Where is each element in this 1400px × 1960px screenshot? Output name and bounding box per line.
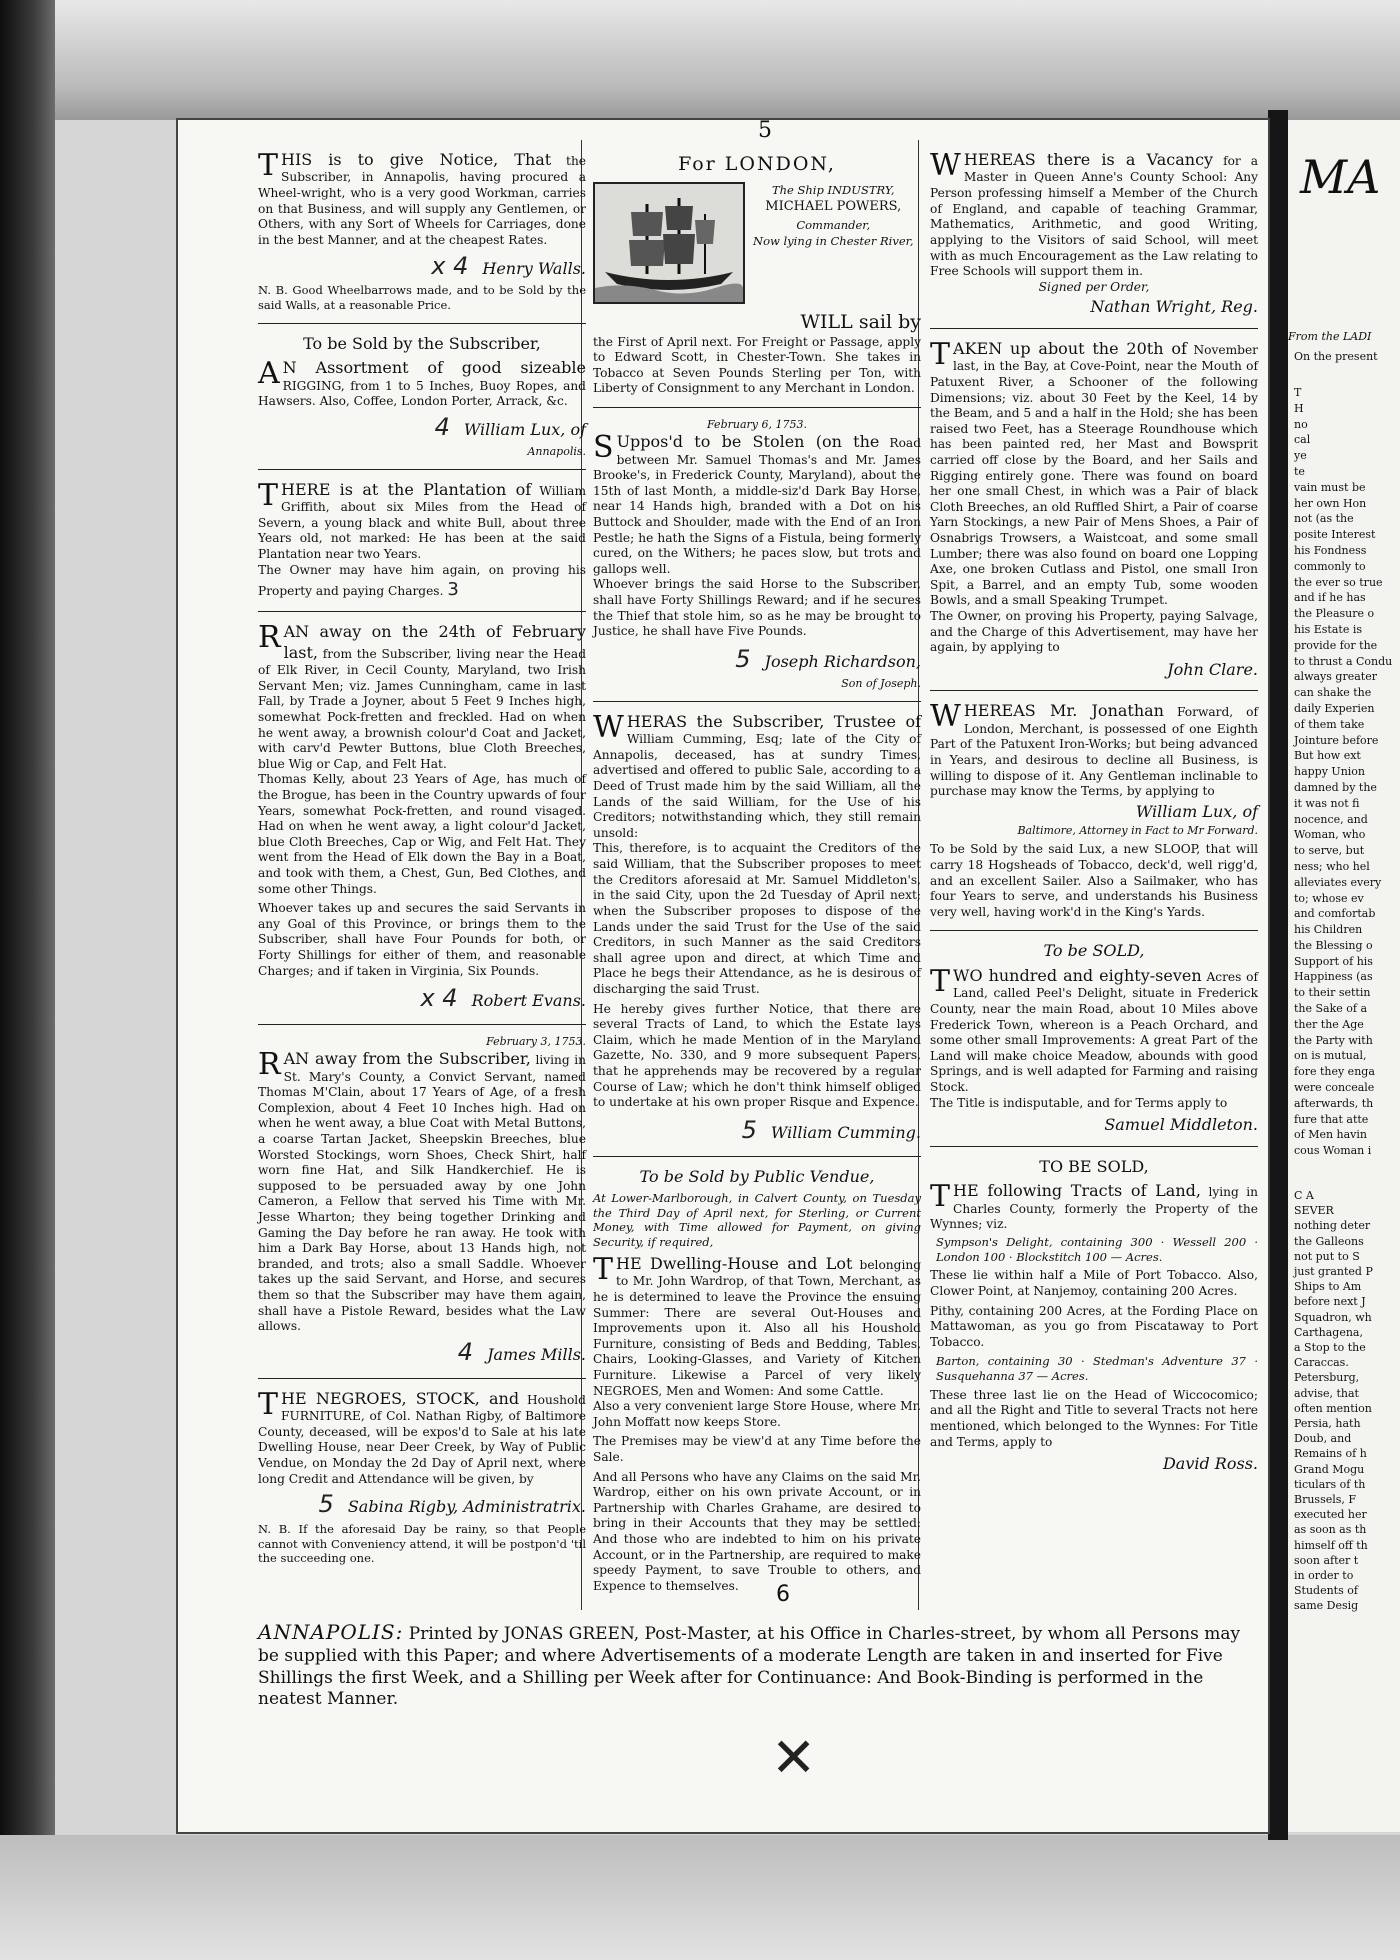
ad-date: February 3, 1753.: [486, 1035, 586, 1049]
divider: [930, 328, 1258, 329]
ad-signature: Joseph Richardson,: [764, 651, 921, 671]
text-fragment: were conceale: [1294, 1081, 1375, 1095]
column-2: [593, 150, 921, 1605]
ad-signature: William Cumming.: [770, 1122, 921, 1142]
ad-signature: William Lux, of: [463, 419, 586, 439]
divider: [258, 1378, 586, 1379]
ad-griffith-bull: [258, 477, 587, 602]
text-fragment: T: [1294, 386, 1302, 399]
divider: [258, 611, 586, 612]
ad-body: Road between Mr. Samuel Thomas's and Mr. James Brooke's, in Frederick County, Maryland), about the 15th of last Month, a middle-siz'd Dark Bay Horse, near 14 Hands high, branded with a Dot on his Buttock and Shoulder, made with the End of an Iron Pestle; he hath the Signs of a Fistula, being formerly cured, on the Withers; he paces slow, but trots and gallops well.: [593, 436, 922, 576]
drop-cap: T: [593, 1251, 614, 1287]
text-fragment: the Pleasure o: [1294, 607, 1375, 621]
text-fragment: his Fondness: [1294, 543, 1367, 557]
drop-cap: R: [258, 1047, 281, 1083]
drop-cap: T: [930, 1179, 951, 1215]
imprint-text: Printed by JONAS GREEN, Post-Master, at his Office in Charles-street, by whom all Persons may be supplied with this Paper; and where Advertisements of a moderate Length are taken in and inserted for Five Shillings the first Week, and a Shilling per Week after for Continuance: And Book-Binding is performed in the neatest Manner.: [258, 1624, 1241, 1710]
ad-body: living in St. Mary's County, a Convict Servant, named Thomas M'Clain, about 17 Years of Age, of a fresh Complexion, about 4 Feet 10 Inches high. Had on when he went away, a blue Coat with Metal Buttons, a coarse Tartan Jacket, Sheepskin Breeches, blue Worsted Stockings, worn Shoes, Check Shirt, half worn fine Hat, and Silk Handkerchief. He is supposed to be persuaded away by one John Cameron, a Fellow that served his Time with Mr. Jesse Wharton; they being together Drinking and Gaming the Day before he ran away. He took with him a Dark Bay Horse, about 13 Hands high, not branded, and trots; also a small Saddle. Whoever takes up the said Servant, and Horse, and secures them so that the Subscriber may have them again, shall have a Pistole Reward, besides what the Law allows.: [258, 1053, 587, 1334]
ad-title: To be Sold by Public Vendue,: [639, 1166, 875, 1186]
handwritten-mark: 5: [741, 1115, 757, 1144]
text-fragment: Ships to Am: [1294, 1280, 1362, 1294]
divider: [930, 690, 1258, 691]
text-fragment: of Men havin: [1294, 1128, 1368, 1142]
text-fragment: Grand Mogu: [1294, 1462, 1365, 1476]
ad-body: The Owner, on proving his Property, paying Salvage, and the Charge of this Advertisement, may have her again, by applying to: [930, 609, 1258, 655]
text-fragment: Woman, who: [1294, 828, 1366, 842]
ad-nathan-wright: [930, 150, 1258, 318]
ad-john-wardrop: [593, 1167, 921, 1595]
ad-body: Also a very convenient large Store House, where Mr. John Moffatt now keeps Store.: [593, 1399, 921, 1429]
drop-cap: W: [930, 148, 961, 183]
text-fragment: ness; who hel: [1294, 859, 1370, 873]
drop-cap: A: [258, 356, 280, 392]
ad-sabina-rigby: [258, 1386, 586, 1566]
text-fragment: nocence, and: [1294, 812, 1368, 826]
divider: [593, 1156, 921, 1157]
text-fragment: just granted P: [1294, 1265, 1373, 1279]
handwritten-mark: 3: [447, 579, 459, 601]
text-fragment: it was not fi: [1294, 796, 1360, 810]
text-fragment: his Estate is: [1294, 622, 1362, 636]
text-fragment: as soon as th: [1294, 1523, 1367, 1537]
text-fragment: and comfortab: [1294, 907, 1376, 921]
ad-body: To be Sold by the said Lux, a new SLOOP, that will carry 18 Hogsheads of Tobacco, deck'd, well rigg'd, and an excellent Sailer. Also a Sailmaker, who has four Years to serve, and understands his Business very well, having work'd in the King's Yards.: [930, 842, 1258, 919]
ad-lead: HE NEGROES, STOCK, and: [281, 1388, 520, 1408]
ad-note: N. B. If the aforesaid Day be rainy, so that People cannot with Conveniency attend, it will be postpon'd 'til the succeeding one.: [258, 1521, 586, 1566]
ad-lead: HERAS the Subscriber, Trustee of: [626, 711, 921, 731]
text-fragment: SEVER: [1294, 1204, 1334, 1218]
ad-for-london: [593, 152, 921, 397]
text-fragment: on is mutual,: [1294, 1049, 1367, 1063]
ad-lead: HERE is at the Plantation of: [281, 479, 532, 499]
next-page-fragment: [1288, 120, 1400, 1832]
text-fragment: But how ext: [1294, 749, 1361, 763]
divider: [930, 930, 1258, 931]
ad-lead: HIS is to give Notice, That: [281, 150, 552, 169]
imprint-footer: [258, 1620, 1258, 1711]
text-fragment: advise, that: [1294, 1386, 1359, 1400]
ad-lead: HE following Tracts of Land,: [953, 1181, 1201, 1201]
ad-body: for a Master in Queen Anne's County School: Any Person professing himself a Member of the Church of England, and capable of teaching Grammar, Mathematics, Arithmetic, and good Writing, applying to the Visitors of said School, will meet with as much Encouragement as the Law relating to Free Schools will support them in.: [930, 154, 1258, 279]
ad-lead: HEREAS there is a Vacancy: [963, 150, 1214, 169]
text-fragment: alleviates every: [1294, 875, 1382, 889]
ad-body: The Premises may be view'd at any Time before the Sale.: [593, 1434, 921, 1465]
text-fragment: Support of his: [1294, 954, 1373, 968]
ad-lead: AN away from the Subscriber,: [283, 1049, 531, 1069]
text-fragment: ye: [1294, 449, 1307, 463]
ship-icon: [595, 184, 743, 302]
ad-body: William Griffith, about six Miles from the Head of Severn, a young black and white Bull, about three Years old, not marked: He has been at the said Plantation near two Years.: [258, 483, 587, 561]
ad-title: To be SOLD,: [1043, 941, 1145, 961]
text-fragment: fure that atte: [1294, 1112, 1369, 1126]
ad-body: William Cumming, Esq; late of the City of Annapolis, deceased, has at sundry Times, advertised and offered to public Sale, according to a Deed of Trust made him by the said William, all the Lands of the said William, for the Use of his Creditors; notwithstanding which, they still remain unsold:: [593, 732, 921, 840]
tract-list: Sympson's Delight, containing 300 · Wessell 200 · London 100 · Blockstitch 100 — Acres.: [936, 1234, 1258, 1264]
text-fragment: fore they enga: [1294, 1065, 1375, 1079]
text-fragment: himself off th: [1294, 1538, 1368, 1552]
ad-body: These lie within half a Mile of Port Tobacco. Also, Clower Point, at Nanjemoy, containing 200 Acres.: [930, 1268, 1258, 1298]
ad-body: These three last lie on the Head of Wiccocomico; and all the Right and Title to several Tracts not here mentioned, which belonged to the Wynnes: For Title and Terms, apply to: [930, 1387, 1258, 1449]
text-fragments-column: [1294, 385, 1392, 1159]
ad-body: Thomas Kelly, about 23 Years of Age, has much of the Brogue, has been in the Country upwards of four Years, somewhat Pock-fretten, and round visaged. Had on when he went away, a light colour'd Jacket, blue Cloth Breeches, Cap or Wig, and Felt Hat. They went from the Head of Elk down the Bay in a Boat, and took with them, a Chest, Gun, Bed Clothes, and some other Things.: [258, 772, 586, 896]
text-fragment: his Children: [1294, 923, 1363, 937]
drop-cap: T: [258, 477, 279, 513]
ad-place: Annapolis.: [527, 444, 586, 458]
text-fragment: in order to: [1294, 1569, 1354, 1583]
text-fragment: the Sake of a: [1294, 1002, 1368, 1016]
ship-name: The Ship INDUSTRY,: [771, 183, 895, 198]
ad-body: Houshold FURNITURE, of Col. Nathan Rigby, of Baltimore County, deceased, will be expos'd to Sale at his late Dwelling House, near Deer Creek, by Way of Public Vendue, on Monday the 2d Day of April next, where long Credit and Attendance will be given, by: [258, 1392, 586, 1486]
ad-lead: N Assortment of good sizeable: [282, 358, 586, 378]
text-fragment: Squadron, wh: [1294, 1310, 1372, 1324]
drop-cap: R: [258, 620, 281, 656]
ad-lead: HE Dwelling-House and Lot: [616, 1253, 853, 1273]
handwritten-mark: 5: [318, 1490, 334, 1519]
text-fragment: damned by the: [1294, 780, 1377, 794]
imprint-place: ANNAPOLIS:: [258, 1620, 404, 1644]
ad-body: Forward, of London, Merchant, is possessed of one Eighth Part of the Patuxent Iron-Works; but being advanced in Years, and desirous to decline all Business, is willing to dispose of it. Any Gentleman inclinable to purchase may know the Terms, by applying to: [930, 705, 1259, 799]
drop-cap: T: [930, 963, 951, 999]
ad-intro: At Lower-Marlborough, in Calvert County, on Tuesday the Third Day of April next, for Sterling, or Current Money, with Time allowed for Payment, on giving Security, if required,: [593, 1191, 921, 1250]
ad-body: belonging to Mr. John Wardrop, of that Town, Merchant, as he is determined to leave the Province the ensuing Summer: There are several Out-Houses and Improvements upon it. Also all his Houshold Furniture, consisting of Beds and Bedding, Tables, Chairs, Looking-Glasses, and Variety of Kitchen Furniture. Likewise a Parcel of very likely NEGROES, Men and Women: And some Cattle.: [593, 1257, 921, 1398]
ship-woodcut-image: [593, 182, 745, 304]
ad-body: the Subscriber, in Annapolis, having procured a Wheel-wright, who is a very good Workman, carries on that Business, and will supply any Gentlemen, or Others, with any Sort of Wheels for Carriages, done in the best Manner, and at the cheapest Rates.: [258, 154, 587, 247]
ad-signature: Henry Walls.: [482, 258, 586, 278]
drop-cap: W: [930, 699, 961, 735]
drop-cap: S: [593, 430, 614, 466]
ad-signature: Sabina Rigby, Administratrix.: [347, 1497, 586, 1517]
ad-title: TO BE SOLD,: [1039, 1156, 1149, 1176]
ad-body: from the Subscriber, living near the Head of Elk River, in Cecil County, Maryland, two Irish Servant Men; viz. James Cunningham, came in last Fall, by Trade a Joyner, about 5 Feet 9 Inches high, somewhat Pock-fretten and freckled. Had on when he went away, a brownish colour'd Coat and Jacket, with carv'd Pewter Buttons, blue Cloth Breeches, blue Wig or Cap, and Felt Hat.: [258, 646, 587, 771]
ad-body: The Owner may have him again, on proving his Property and paying Charges.: [258, 562, 586, 599]
ad-james-mills: [258, 1035, 586, 1368]
column-1: [258, 150, 586, 1576]
ad-body: the First of April next. For Freight or Passage, apply to Edward Scott, in Chester-Town. She takes in Tobacco at Seven Pounds Sterling per Ton, with Liberty of Consignment to any Merchant in London.: [593, 334, 921, 396]
text-fragment: H: [1294, 401, 1304, 415]
ad-note: N. B. Good Wheelbarrows made, and to be Sold by the said Walls, at a reasonable Price.: [258, 283, 586, 312]
text-fragment: cal: [1294, 433, 1311, 447]
ad-samuel-middleton: [930, 941, 1258, 1135]
text-fragment: of them take: [1294, 717, 1365, 731]
handwritten-mark: x 4: [431, 251, 469, 280]
ad-robert-evans: [258, 622, 586, 1014]
ad-william-cumming: [593, 709, 921, 1146]
text-fragment: always greater: [1294, 670, 1377, 684]
ad-david-ross: [930, 1157, 1258, 1475]
drop-cap: W: [593, 709, 624, 745]
text-fragment: From the LADI: [1288, 330, 1372, 343]
ad-body: And all Persons who have any Claims on the said Mr. Wardrop, either on his own private Account, or in Partnership with Charles Grahame, are desired to bring in their Accounts that they may be settled: And those who are indebted to him on his private Account, or in the Partnership, are required to make speedy Payment, to save Trouble to others, and Expence to themselves.: [593, 1469, 921, 1593]
ad-body: Pithy, containing 200 Acres, at the Fording Place on Mattawoman, as you go from Piscataway to Port Tobacco.: [930, 1303, 1258, 1349]
text-fragment: Persia, hath: [1294, 1417, 1361, 1431]
text-fragment: the Party with: [1294, 1033, 1373, 1047]
text-fragment: ther the Age: [1294, 1017, 1364, 1031]
text-fragment: nothing deter: [1294, 1219, 1371, 1233]
text-fragment: Jointure before: [1294, 733, 1379, 747]
ad-body: He hereby gives further Notice, that there are several Tracts of Land, to which the Estate lays Claim, which he made Mention of in the Maryland Gazette, No. 330, and 9 more subsequent Papers, that he apprehends may be recovered by a regular Course of Law; which he don't think himself obliged to undertake at his own proper Risque and Expence.: [593, 1001, 921, 1110]
ad-henry-walls: [258, 150, 586, 313]
text-fragment: happy Union: [1294, 765, 1366, 779]
handwritten-mark: x 4: [420, 984, 458, 1013]
ad-body: Whoever brings the said Horse to the Subscriber, shall have Forty Shillings Reward; and if he secures the Thief that stole him, so as he may be brought to Justice, he shall have Five Pounds.: [593, 577, 921, 639]
text-fragment: can shake the: [1294, 686, 1372, 700]
text-fragment: not (as the: [1294, 512, 1354, 526]
scan-top-shadow: [0, 0, 1400, 120]
ad-signature: James Mills.: [487, 1344, 586, 1364]
text-fragment: often mention: [1294, 1401, 1372, 1415]
ad-place: Baltimore, Attorney in Fact to Mr Forward.: [1017, 824, 1258, 838]
text-fragment: her own Hon: [1294, 496, 1367, 510]
text-fragment: before next J: [1294, 1295, 1366, 1309]
text-fragment: Carthagena,: [1294, 1325, 1363, 1339]
ad-signature: Nathan Wright, Reg.: [1090, 297, 1258, 317]
handwritten-mark: 5: [735, 644, 751, 673]
ship-location: Now lying in Chester River,: [753, 233, 914, 248]
text-fragment: Doub, and: [1294, 1432, 1352, 1446]
text-fragment: same Desig: [1294, 1599, 1359, 1613]
scan-bottom-area: [0, 1835, 1400, 1960]
masthead-fragment: MA: [1300, 150, 1381, 204]
text-fragment: cous Woman i: [1294, 1144, 1372, 1158]
divider: [258, 469, 586, 470]
text-fragment: the Galleons: [1294, 1234, 1364, 1248]
ad-signature: Samuel Middleton.: [1104, 1115, 1258, 1135]
text-fragment: Petersburg,: [1294, 1371, 1360, 1385]
text-fragment: On the present: [1294, 350, 1378, 363]
ad-place: Son of Joseph.: [841, 676, 921, 690]
column-3: [930, 150, 1258, 1485]
ad-body: Acres of Land, called Peel's Delight, situate in Frederick County, near the main Road, about 10 Miles above Frederick Town, whereon is a Peach Orchard, and some other small Improvements: A great Part of the Land will make choice Meadow, abounds with good Springs, and is well adapted for Farming and raising Stock.: [930, 969, 1258, 1095]
text-fragment: Happiness (as: [1294, 970, 1373, 984]
text-fragment: posite Interest: [1294, 528, 1376, 542]
ad-body: lying in Charles County, formerly the Property of the Wynnes; viz.: [930, 1185, 1259, 1232]
ad-date: February 6, 1753.: [707, 418, 807, 432]
book-gutter: [1268, 110, 1288, 1840]
divider: [930, 1146, 1258, 1147]
ad-jonathan-forward: [930, 701, 1258, 920]
text-fragment: commonly to: [1294, 559, 1366, 573]
ship-master: MICHAEL POWERS,: [765, 199, 902, 215]
ad-joseph-richardson: [593, 418, 921, 691]
ad-lux-rigging: [258, 334, 586, 459]
ad-title: For LONDON,: [678, 153, 836, 175]
text-fragment: daily Experien: [1294, 701, 1375, 715]
tract-list: Barton, containing 30 · Stedman's Adventure 37 · Susquehanna 37 — Acres.: [936, 1354, 1258, 1384]
ad-signature: William Lux, of: [1135, 801, 1258, 821]
text-fragment: Students of: [1294, 1584, 1358, 1598]
text-fragment: and if he has: [1294, 591, 1366, 605]
text-fragment: vain must be: [1294, 480, 1366, 494]
drop-cap: T: [258, 1386, 279, 1422]
text-fragment: C A: [1294, 1189, 1314, 1202]
text-fragment: Brussels, F: [1294, 1493, 1357, 1507]
text-fragment: executed her: [1294, 1508, 1367, 1522]
text-fragment: a Stop to the: [1294, 1341, 1366, 1355]
ad-body: November last, in the Bay, at Cove-Point, near the Mouth of Patuxent River, a Schooner of the following Dimensions; viz. about 30 Feet by the Keel, 14 by the Beam, and 5 and a half in the Hold; she has been raised two Feet, has a Steerage Roundhouse which has been painted red, her Mast and Bowsprit carried off close by the Board, and her Sails and Rigging entirely gone. There was found on board her one small Chest, in which was a Pair of black Cloth Breeches, an old Ruffled Shirt, a Pair of coarse Yarn Stockings, a new Pair of Mens Shoes, a Pair of Osnabrigs Trowsers, a Waistcoat, and some small Lumber; there was also found on board one Lopping Axe, one broken Cutlass and Pistol, one small Iron Spit, a Barrel, and an empty Tub, some wooden Bowls, and a small Speaking Trumpet.: [930, 342, 1259, 608]
drop-cap: T: [930, 336, 951, 372]
text-fragment: to serve, but: [1294, 844, 1365, 858]
text-fragment: the Blessing o: [1294, 938, 1373, 952]
handwritten-mark: 4: [434, 412, 450, 441]
text-fragment: soon after t: [1294, 1553, 1359, 1567]
ad-signature: Robert Evans.: [471, 991, 586, 1011]
ship-role: Commander,: [796, 217, 871, 232]
divider: [258, 1024, 586, 1025]
text-fragment: afterwards, th: [1294, 1096, 1374, 1110]
text-fragment: Remains of h: [1294, 1447, 1367, 1461]
handwritten-mark: 4: [457, 1337, 474, 1366]
ad-lead: WO hundred and eighty-seven: [953, 965, 1202, 985]
ad-lead: AKEN up about the 20th of: [953, 338, 1187, 358]
drop-cap: T: [258, 148, 279, 183]
ad-lead: AN away on the 24th of February last,: [283, 622, 586, 662]
handwritten-page-number: 6: [776, 1582, 790, 1607]
text-fragment: no: [1294, 417, 1308, 431]
newspaper-page: [178, 120, 1268, 1832]
ad-body: This, therefore, is to acquaint the Creditors of the said William, that the Subscriber proposes to meet the Creditors aforesaid at Mr. Samuel Middleton's, in the said City, upon the 2d Tuesday of April next; when the Subscriber proposes to dispose of the Lands under the said Trust for the Use of the said Creditors, in such Manner as the said Creditors shall agree upon and direct, at which Time and Place he begs their Attendance, as he is desirous of discharging the said Trust.: [593, 841, 921, 996]
text-fragment: the ever so true: [1294, 575, 1383, 589]
ad-body: RIGGING, from 1 to 5 Inches, Buoy Ropes, and Hawsers. Also, Coffee, London Porter, Arrack, &c.: [258, 378, 586, 409]
divider: [593, 701, 921, 702]
text-fragment: to thrust a Condu: [1294, 654, 1393, 668]
ad-signature: John Clare.: [1167, 659, 1258, 679]
ad-lead: Uppos'd to be Stolen (on the: [616, 432, 880, 452]
divider: [258, 323, 586, 324]
page-number: 5: [758, 118, 772, 143]
ad-signature: David Ross.: [1162, 1454, 1258, 1474]
divider: [593, 407, 921, 408]
book-binding-edge: [0, 0, 55, 1960]
ad-lead: HEREAS Mr. Jonathan: [963, 701, 1164, 721]
text-fragment: te: [1294, 464, 1305, 478]
ad-order-line: Signed per Order,: [1038, 279, 1150, 294]
text-fragments-column: [1294, 1188, 1373, 1614]
ad-lead: WILL sail by: [800, 311, 921, 334]
text-fragment: ticulars of th: [1294, 1477, 1366, 1491]
text-fragment: provide for the: [1294, 638, 1378, 652]
text-fragment: to; whose ev: [1294, 891, 1364, 905]
handwritten-x-mark: ✕: [771, 1726, 817, 1789]
ad-body: The Title is indisputable, and for Terms apply to: [930, 1095, 1228, 1110]
ad-title: To be Sold by the Subscriber,: [303, 333, 541, 353]
ad-body: Whoever takes up and secures the said Servants in any Goal of this Province, or brings them to the Subscriber, shall have Four Pounds for both, or Forty Shillings for either of them, and reasonable Charges; and if taken in Virginia, Six Pounds.: [258, 901, 586, 978]
ad-john-clare: [930, 336, 1259, 681]
text-fragment: not put to S: [1294, 1249, 1360, 1263]
text-fragment: Caraccas.: [1294, 1356, 1349, 1370]
text-fragment: to their settin: [1294, 986, 1371, 1000]
